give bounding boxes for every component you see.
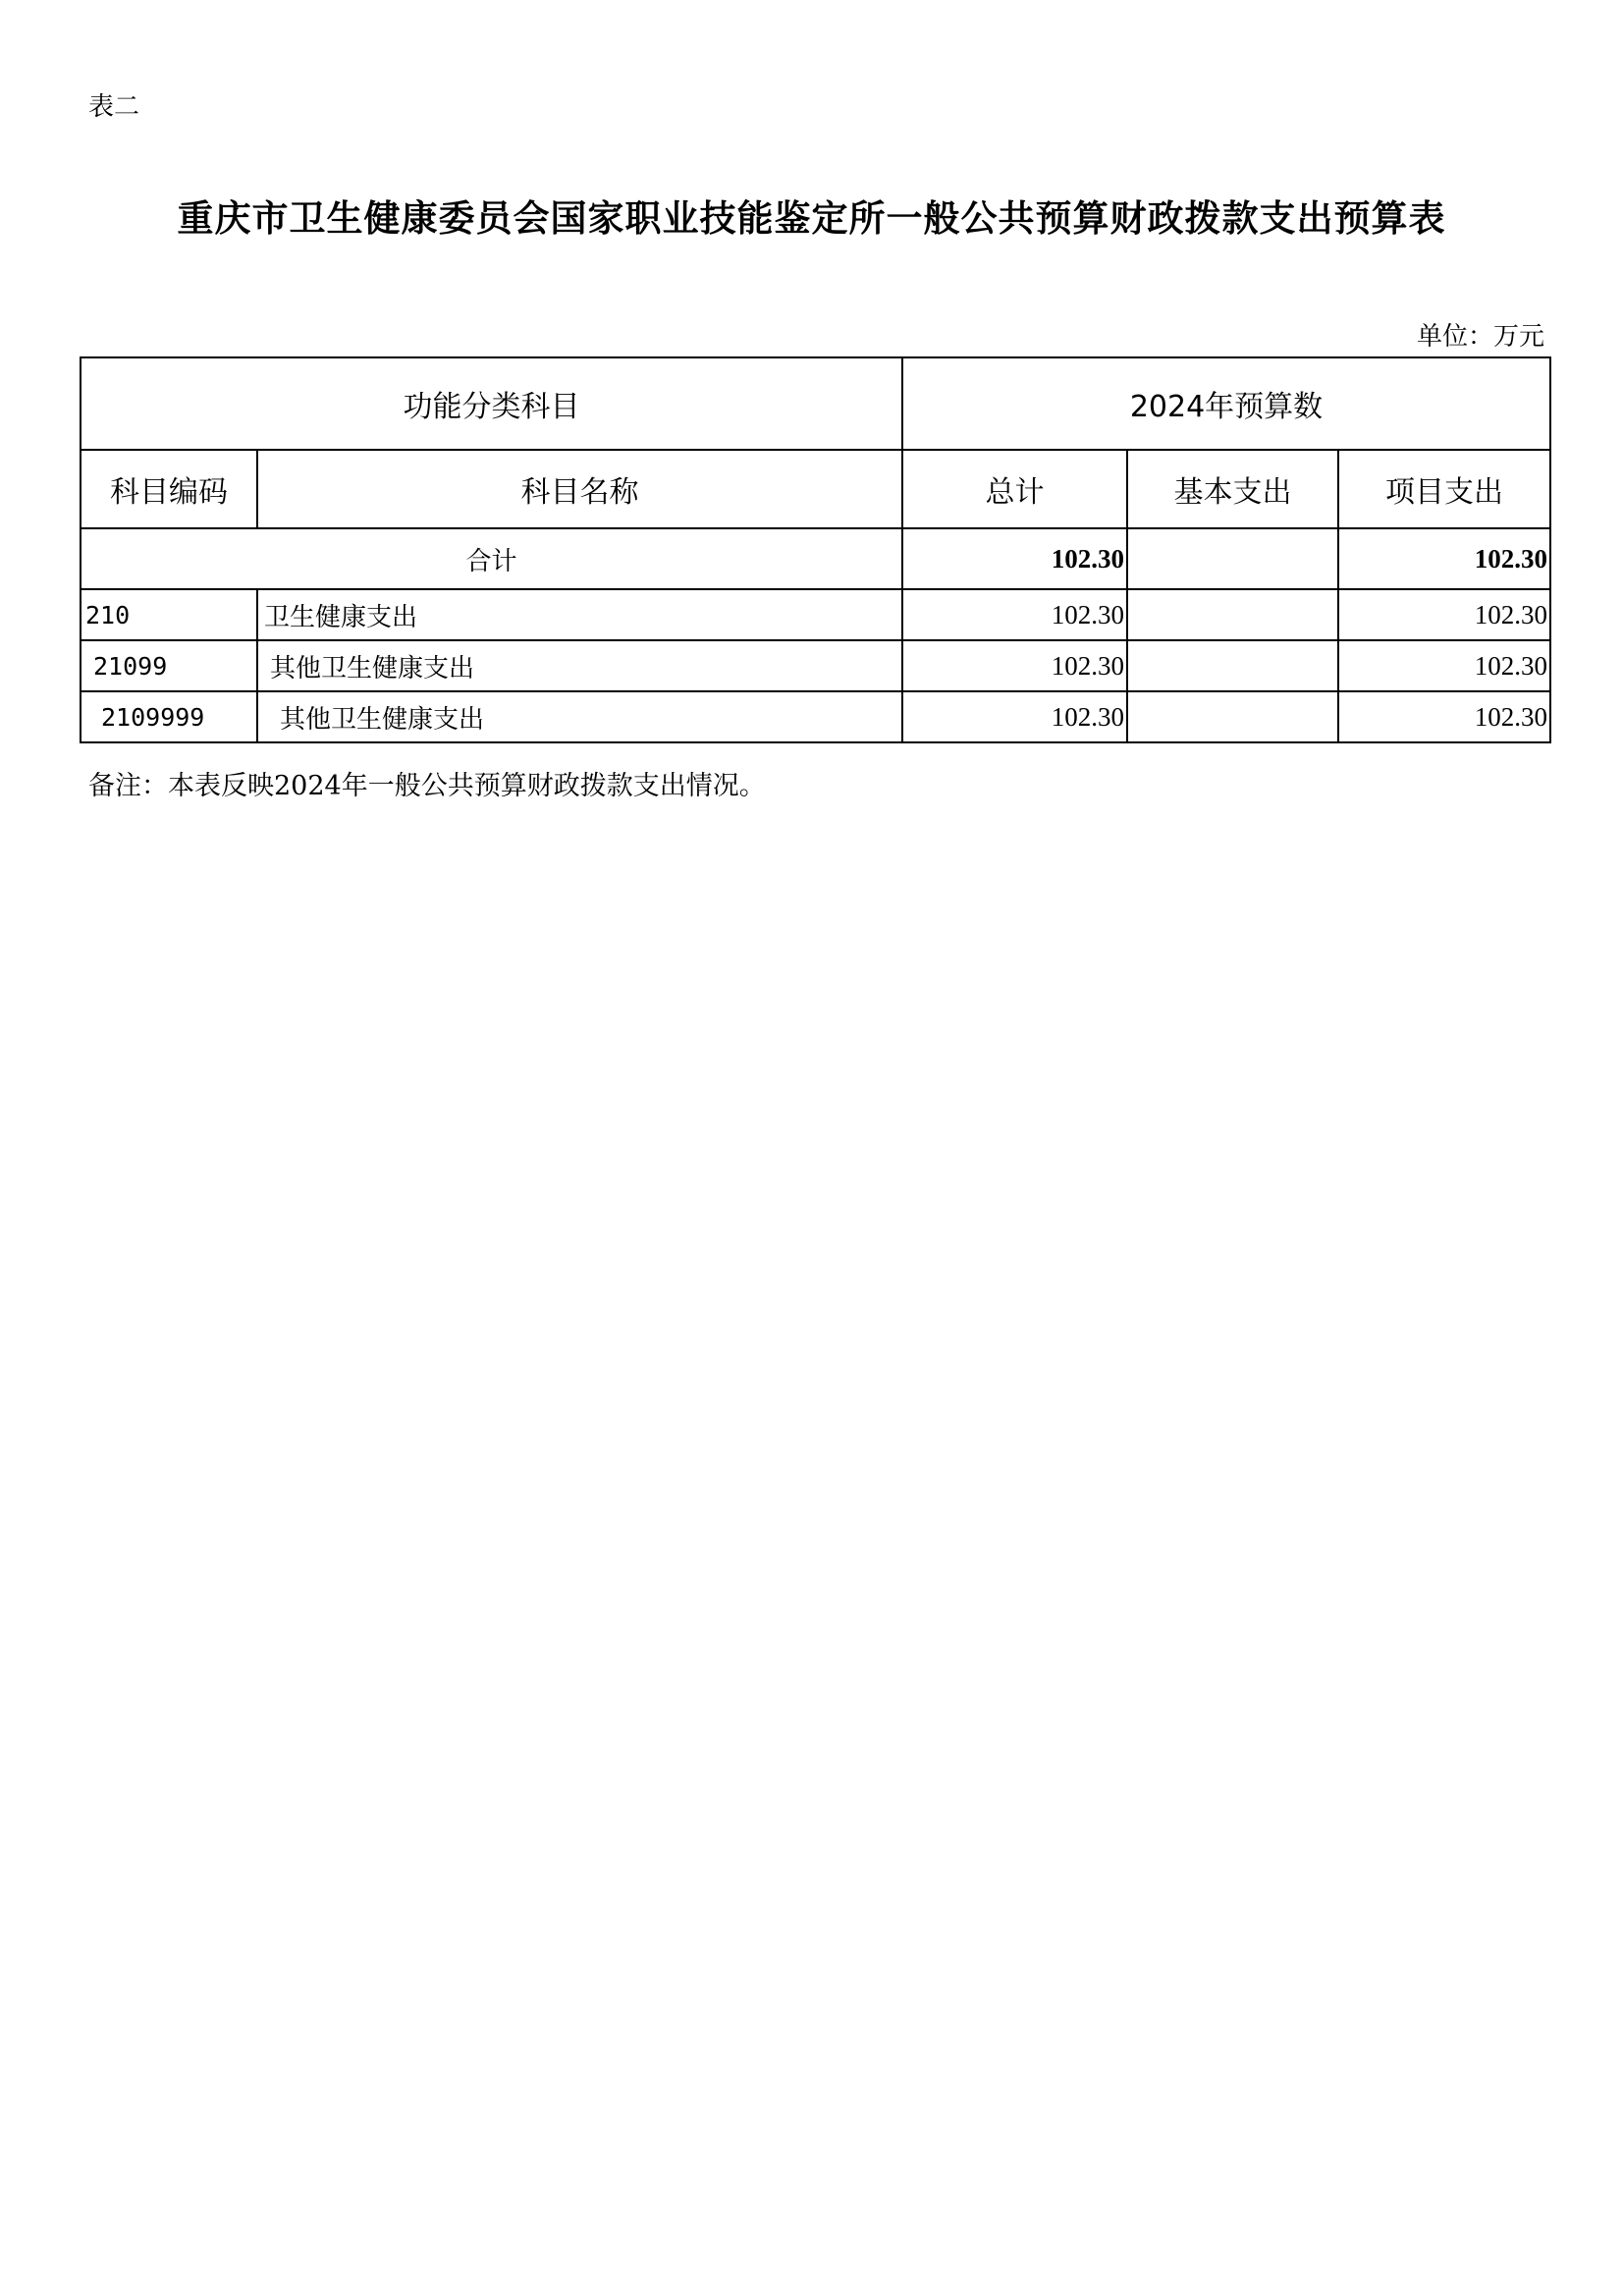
subject-name: 卫生健康支出 (257, 589, 902, 640)
row-total: 102.30 (902, 691, 1127, 742)
table-label: 表二 (88, 92, 140, 122)
subject-code: 210 (81, 589, 257, 640)
row-project: 102.30 (1338, 589, 1550, 640)
row-basic (1127, 640, 1338, 691)
subject-name: 其他卫生健康支出 (257, 640, 902, 691)
header-subject-name: 科目名称 (257, 450, 902, 528)
header-function-classification: 功能分类科目 (81, 357, 902, 450)
row-basic (1127, 589, 1338, 640)
table-row (81, 589, 1550, 640)
header-project-expenditure: 项目支出 (1338, 450, 1550, 528)
header-subject-code: 科目编码 (81, 450, 257, 528)
row-project: 102.30 (1338, 640, 1550, 691)
total-label: 合计 (81, 528, 902, 589)
header-basic-expenditure: 基本支出 (1127, 450, 1338, 528)
table-row (81, 691, 1550, 742)
subject-code: 2109999 (81, 691, 257, 742)
header-row-columns (81, 450, 1550, 528)
row-project: 102.30 (1338, 691, 1550, 742)
table-row (81, 640, 1550, 691)
total-amount: 102.30 (902, 528, 1127, 589)
header-total: 总计 (902, 450, 1127, 528)
row-total: 102.30 (902, 589, 1127, 640)
budget-table (80, 356, 1551, 743)
header-budget-2024: 2024年预算数 (902, 357, 1550, 450)
subject-code: 21099 (81, 640, 257, 691)
unit-label: 单位：万元 (1416, 322, 1544, 352)
row-total: 102.30 (902, 640, 1127, 691)
document-title: 重庆市卫生健康委员会国家职业技能鉴定所一般公共预算财政拨款支出预算表 (177, 196, 1446, 240)
subject-name: 其他卫生健康支出 (257, 691, 902, 742)
total-row (81, 528, 1550, 589)
total-project: 102.30 (1338, 528, 1550, 589)
footnote: 备注：本表反映2024年一般公共预算财政拨款支出情况。 (88, 771, 766, 801)
header-row-group (81, 357, 1550, 450)
row-basic (1127, 691, 1338, 742)
total-basic (1127, 528, 1338, 589)
